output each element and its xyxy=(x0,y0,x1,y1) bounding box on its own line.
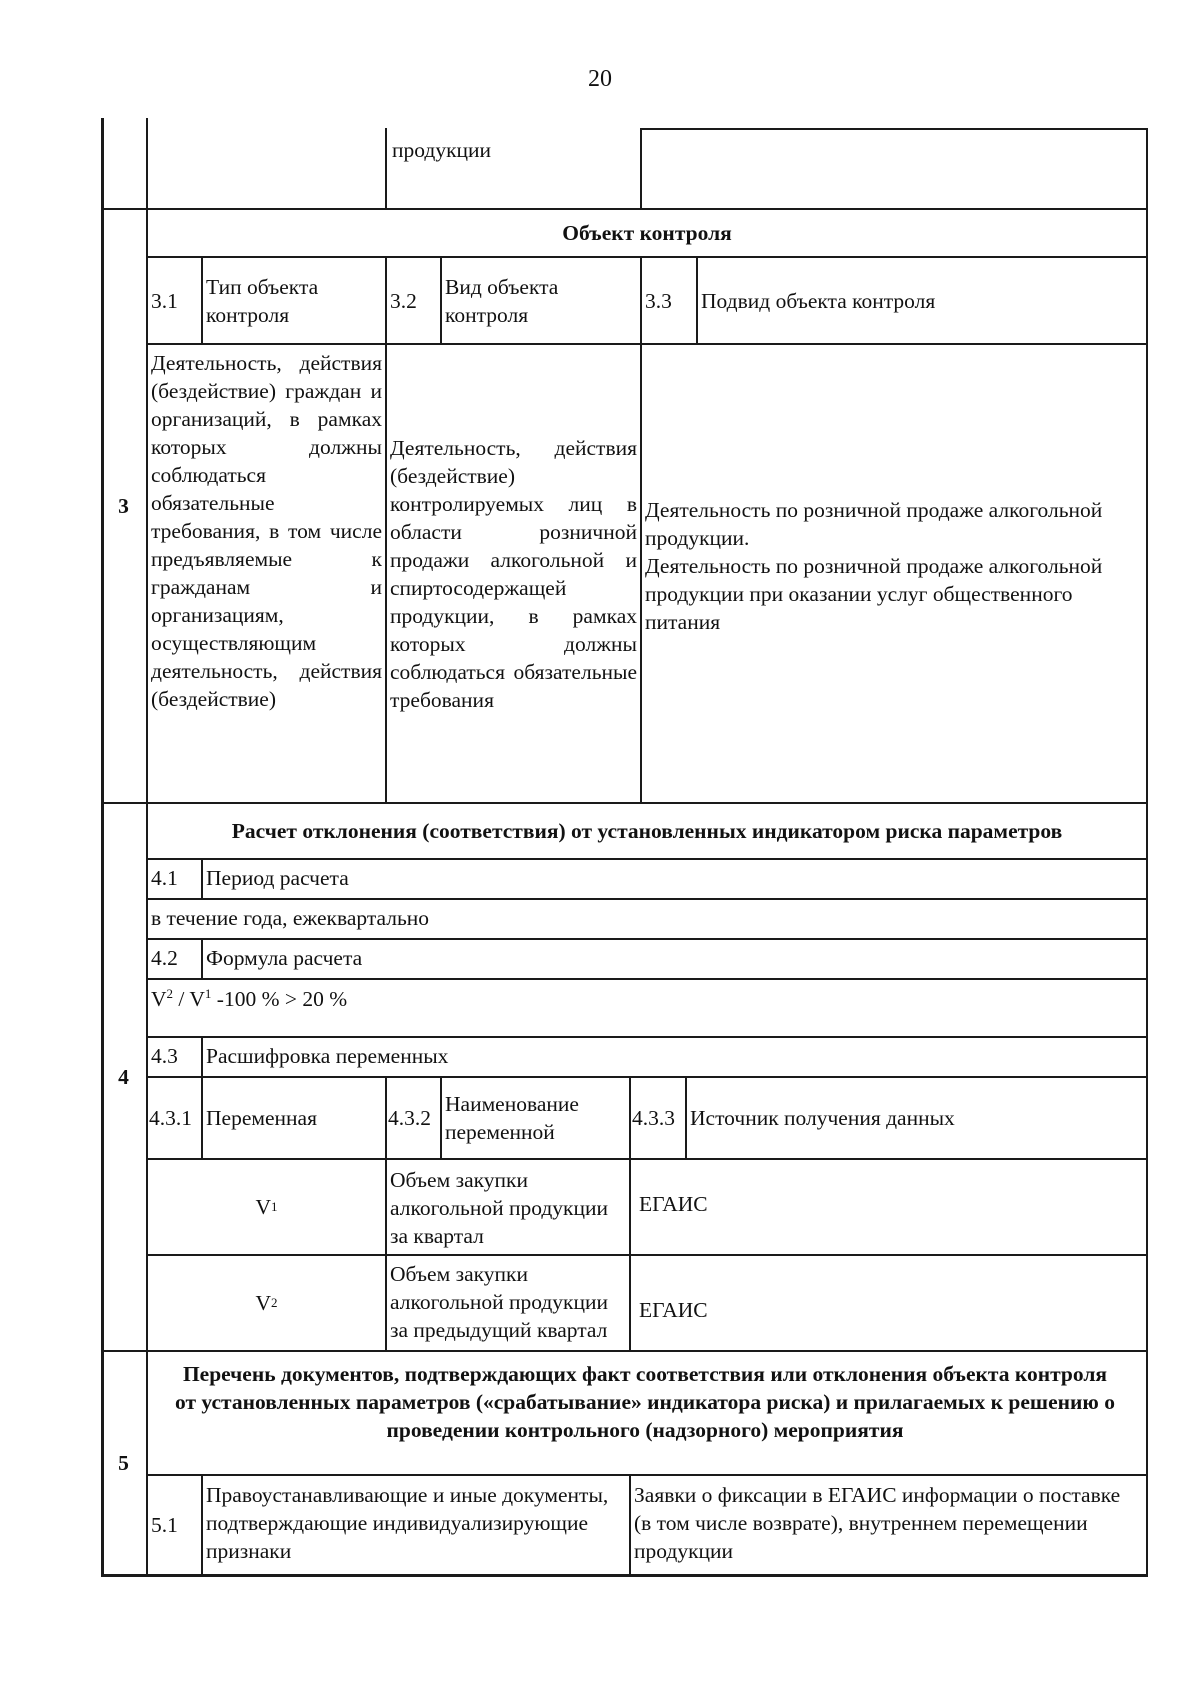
table-border-bottom xyxy=(101,1574,1148,1577)
grid-line xyxy=(101,208,1148,210)
item-5-1-num: 5.1 xyxy=(151,1513,178,1537)
grid-line xyxy=(146,343,1148,345)
formula-sup-1: 1 xyxy=(204,985,212,1001)
object-type-value: Деятельность, действия (бездействие) граждан и организаций, в рамках которых должны соблюдаться обязательные требования, в том числе предъявляемые к гражданам и организациям, осуществляющим деятельность, действия (бездействие) xyxy=(151,351,382,711)
period-label: Период расчета xyxy=(206,866,349,890)
section-4-heading: Расчет отклонения (соответствия) от установленных индикатором риска параметров xyxy=(231,819,1063,843)
object-subkind-1: Деятельность по розничной продаже алкогольной продукции. xyxy=(645,498,1103,550)
formula-v: V xyxy=(151,987,167,1011)
page-number: 20 xyxy=(588,66,612,92)
col-3-1-label: Тип объекта контроля xyxy=(206,274,319,327)
grid-line xyxy=(146,1036,1148,1038)
vars-num: 4.3 xyxy=(151,1044,178,1068)
section-5-heading: Перечень документов, подтверждающих факт соответствия или отклонения объекта контроля от установленных параметров («срабатывание» индикатора риска) и прилагаемых к решению о проведении контрольного (надзорного) мероприятия xyxy=(175,1362,1115,1442)
item-5-1-right: Заявки о фиксации в ЕГАИС информации о поставке (в том числе возврате), внутреннем перемещении продукции xyxy=(634,1483,1121,1563)
col-3-2-num: 3.2 xyxy=(390,288,417,313)
formula-value xyxy=(148,983,1146,1015)
object-kind-value xyxy=(387,347,640,801)
var-col-2-label: Наименование переменной xyxy=(445,1092,579,1144)
var-row-1-letter: V xyxy=(255,1195,272,1219)
object-subkind-2: Деятельность по розничной продаже алкогольной продукции при оказании услуг общественного питания xyxy=(645,554,1103,634)
table-border-right xyxy=(1146,128,1148,1576)
section-5-number: 5 xyxy=(118,1451,129,1475)
grid-line xyxy=(146,898,1148,900)
section-3-number: 3 xyxy=(118,494,129,518)
formula-num: 4.2 xyxy=(151,946,178,970)
col-3-3-label: Подвид объекта контроля xyxy=(701,288,936,313)
grid-line xyxy=(146,938,1148,940)
section-3-heading: Объект контроля xyxy=(562,221,732,245)
var-col-2-num: 4.3.2 xyxy=(388,1106,431,1130)
grid-line xyxy=(146,978,1148,980)
period-value: в течение года, ежеквартально xyxy=(151,906,430,930)
formula-label: Формула расчета xyxy=(206,946,363,970)
var-col-1-label: Переменная xyxy=(206,1106,317,1130)
var-row-2-letter: V xyxy=(255,1291,272,1315)
var-row-2-name: V 2 xyxy=(255,1291,278,1315)
grid-line xyxy=(101,802,1148,804)
formula-tail: -100 % > 20 % xyxy=(211,987,348,1011)
top-row-cell: продукции xyxy=(392,138,492,162)
var-row-1-source: ЕГАИС xyxy=(639,1192,708,1216)
var-row-1-name: V 1 xyxy=(255,1195,278,1219)
formula-sup-2: 2 xyxy=(166,985,174,1001)
grid-line xyxy=(385,128,387,210)
col-3-2-label: Вид объекта контроля xyxy=(445,274,559,327)
grid-line xyxy=(640,128,1148,130)
period-num: 4.1 xyxy=(151,866,178,890)
item-5-1-left: Правоустанавливающие и иные документы, подтверждающие индивидуализирующие признаки xyxy=(206,1483,609,1563)
grid-line xyxy=(146,858,1148,860)
grid-line xyxy=(640,128,642,210)
var-row-2-source: ЕГАИС xyxy=(639,1298,708,1322)
var-row-1-description: Объем закупки алкогольной продукции за квартал xyxy=(390,1168,609,1248)
object-kind-text: Деятельность, действия (бездействие) контролируемых лиц в области розничной продажи алкогольной и спиртосодержащей продукции, в рамках которых должны соблюдаться обязательные требования xyxy=(390,436,637,712)
col-3-1-num: 3.1 xyxy=(151,288,178,313)
vars-label: Расшифровка переменных xyxy=(206,1044,449,1068)
grid-line xyxy=(146,1474,1148,1476)
var-col-3-label: Источник получения данных xyxy=(690,1106,955,1130)
section-4-number: 4 xyxy=(118,1065,129,1089)
col-3-3-num: 3.3 xyxy=(645,288,672,313)
grid-line xyxy=(101,1350,1148,1352)
var-col-1-num: 4.3.1 xyxy=(149,1106,192,1130)
object-subkind-value xyxy=(642,494,1146,638)
var-row-2-description: Объем закупки алкогольной продукции за предыдущий квартал xyxy=(390,1262,609,1342)
var-col-3-num: 4.3.3 xyxy=(632,1106,675,1130)
formula-separator: / V xyxy=(173,987,205,1011)
